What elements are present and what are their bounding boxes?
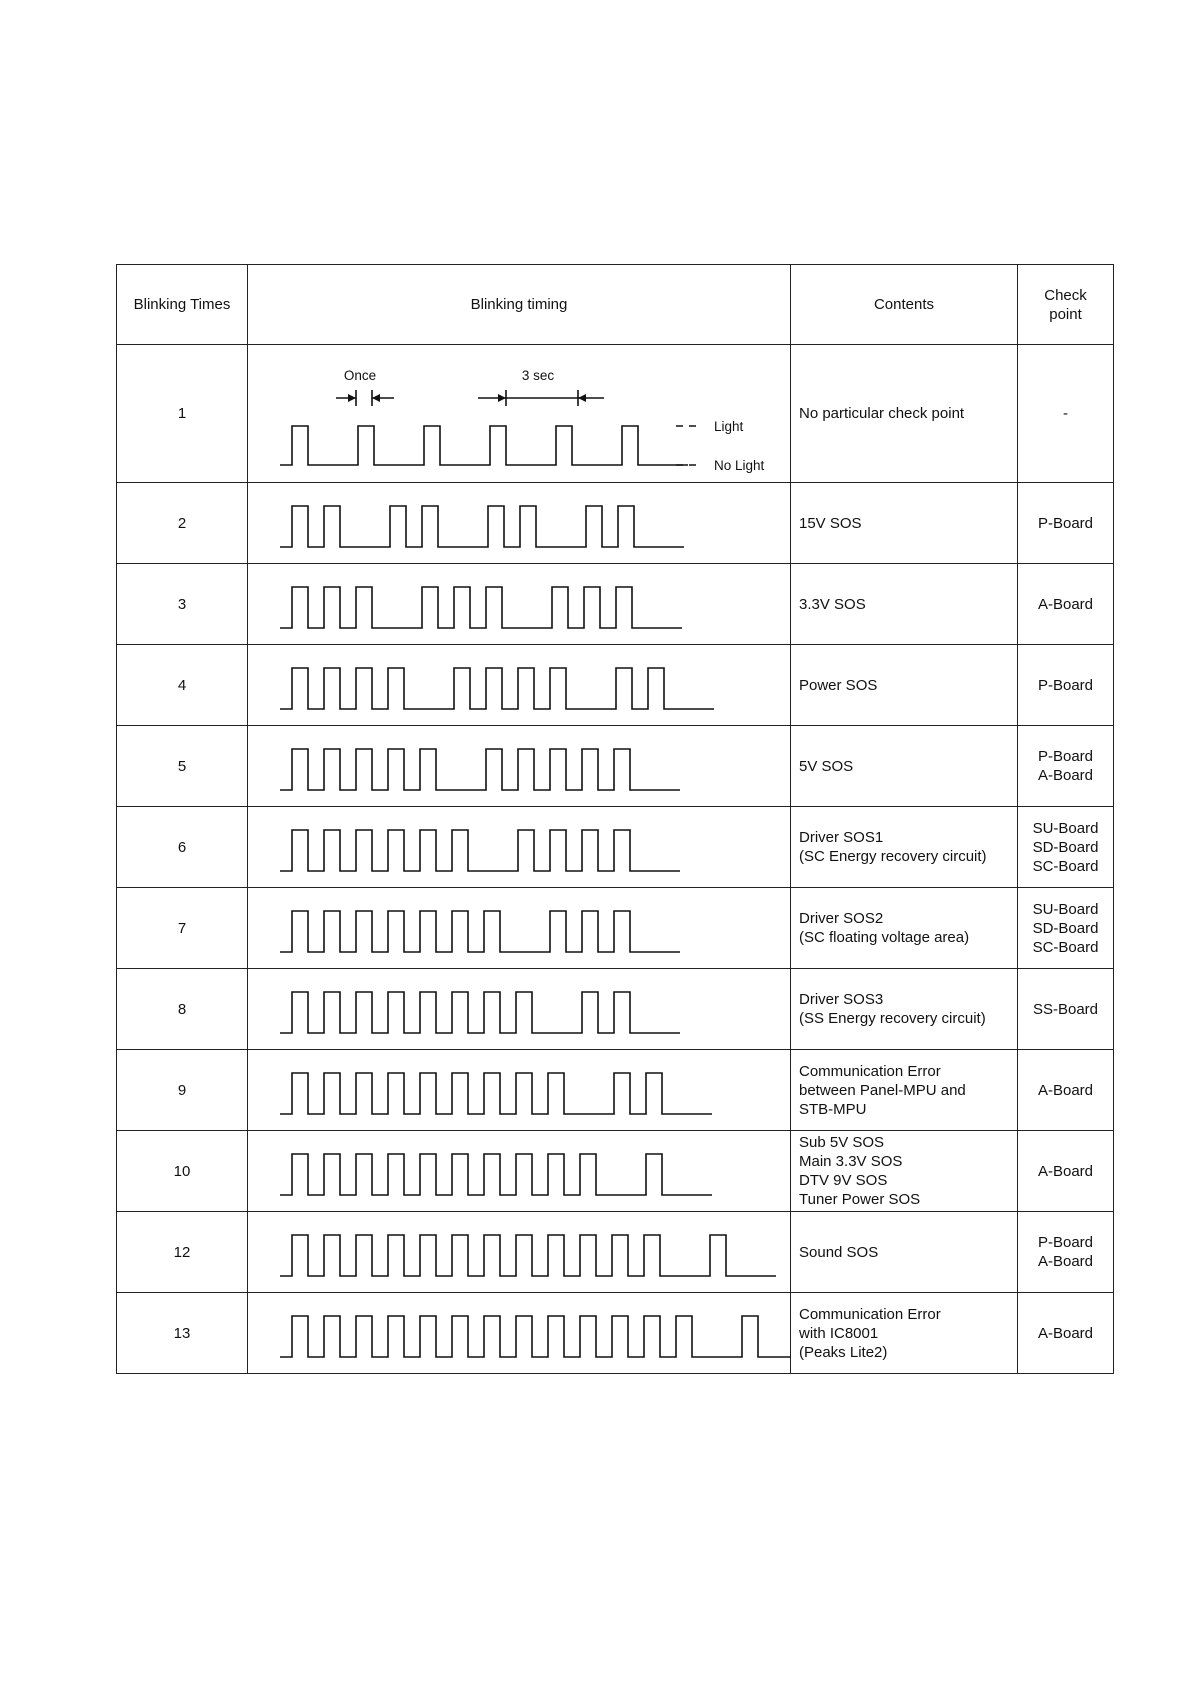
header-contents: Contents (791, 265, 1018, 345)
table-row (117, 888, 1114, 969)
contents-cell: 5V SOS (791, 726, 1018, 807)
three-sec-label: 3 sec (521, 368, 555, 383)
table-row (117, 564, 1114, 645)
blink-pulse-train (280, 992, 680, 1033)
blinking-table (116, 264, 1114, 1374)
waveform-diagram (248, 807, 791, 887)
arrowhead-icon (348, 394, 356, 402)
blinking-timing-cell (248, 969, 791, 1050)
waveform-diagram (248, 564, 791, 644)
blink-pulse-train (280, 911, 680, 952)
blinking-times-cell: 7 (117, 888, 248, 969)
waveform-diagram (248, 1131, 791, 1211)
light-label: Light (714, 419, 744, 434)
header-row (117, 265, 1114, 345)
header-blinking-times: Blinking Times (117, 265, 248, 345)
waveform-diagram (248, 969, 791, 1049)
table-row (117, 483, 1114, 564)
blinking-times-cell: 3 (117, 564, 248, 645)
blinking-timing-cell (248, 807, 791, 888)
check-point-cell: A-Board (1018, 564, 1114, 645)
header-blinking-timing: Blinking timing (248, 265, 791, 345)
contents-cell: Driver SOS3 (SS Energy recovery circuit) (791, 969, 1018, 1050)
header-check-point: Check point (1018, 265, 1114, 345)
blinking-times-cell: 12 (117, 1212, 248, 1293)
table-row (117, 345, 1114, 483)
table-row (117, 645, 1114, 726)
check-point-cell: P-Board (1018, 483, 1114, 564)
blinking-times-cell: 1 (117, 345, 248, 483)
contents-cell: Sound SOS (791, 1212, 1018, 1293)
contents-cell: Communication Error with IC8001 (Peaks Lite2) (791, 1293, 1018, 1374)
waveform-diagram (248, 345, 791, 482)
blink-pulse-train (280, 506, 684, 547)
blinking-timing-cell (248, 564, 791, 645)
table-body (117, 345, 1114, 1374)
table-row (117, 1212, 1114, 1293)
blinking-times-cell: 5 (117, 726, 248, 807)
blinking-times-cell: 2 (117, 483, 248, 564)
blinking-timing-cell (248, 1050, 791, 1131)
contents-cell: 15V SOS (791, 483, 1018, 564)
no-light-label: No Light (714, 458, 765, 473)
check-point-cell: P-Board (1018, 645, 1114, 726)
blink-pulse-train (280, 749, 680, 790)
blink-pulse-train (280, 830, 680, 871)
blinking-times-cell: 9 (117, 1050, 248, 1131)
blinking-times-cell: 10 (117, 1131, 248, 1212)
blink-pulse-train (280, 1073, 712, 1114)
check-point-cell: SS-Board (1018, 969, 1114, 1050)
contents-cell: 3.3V SOS (791, 564, 1018, 645)
waveform-diagram (248, 726, 791, 806)
blinking-timing-cell (248, 1131, 791, 1212)
check-point-cell: A-Board (1018, 1293, 1114, 1374)
table-row (117, 807, 1114, 888)
waveform-diagram (248, 888, 791, 968)
blinking-timing-cell (248, 1212, 791, 1293)
contents-cell: Driver SOS2 (SC floating voltage area) (791, 888, 1018, 969)
table-row (117, 726, 1114, 807)
check-point-cell: A-Board (1018, 1131, 1114, 1212)
check-point-cell: P-Board A-Board (1018, 726, 1114, 807)
contents-cell: No particular check point (791, 345, 1018, 483)
table-row (117, 1293, 1114, 1374)
blinking-timing-cell (248, 726, 791, 807)
contents-cell: Sub 5V SOS Main 3.3V SOS DTV 9V SOS Tuner Power SOS (791, 1131, 1018, 1212)
blinking-times-cell: 4 (117, 645, 248, 726)
contents-cell: Power SOS (791, 645, 1018, 726)
waveform-diagram (248, 1212, 791, 1292)
blink-pulse-train (280, 587, 682, 628)
once-label: Once (343, 368, 377, 383)
check-point-cell: - (1018, 345, 1114, 483)
blink-pulse-train (280, 668, 714, 709)
blink-pulse-train (280, 1316, 791, 1357)
waveform-diagram (248, 1050, 791, 1130)
arrowhead-icon (372, 394, 380, 402)
blink-pulse-train (280, 1154, 712, 1195)
arrowhead-icon (578, 394, 586, 402)
check-point-cell: SU-Board SD-Board SC-Board (1018, 888, 1114, 969)
check-point-cell: SU-Board SD-Board SC-Board (1018, 807, 1114, 888)
blinking-times-cell: 8 (117, 969, 248, 1050)
check-point-cell: P-Board A-Board (1018, 1212, 1114, 1293)
table-row (117, 1131, 1114, 1212)
blinking-timing-cell (248, 645, 791, 726)
blinking-times-cell: 6 (117, 807, 248, 888)
blinking-timing-cell (248, 888, 791, 969)
waveform-diagram (248, 645, 791, 725)
contents-cell: Communication Error between Panel-MPU and STB-MPU (791, 1050, 1018, 1131)
waveform-diagram (248, 483, 791, 563)
contents-cell: Driver SOS1 (SC Energy recovery circuit) (791, 807, 1018, 888)
table-row (117, 1050, 1114, 1131)
blinking-timing-cell (248, 483, 791, 564)
waveform-diagram (248, 1293, 791, 1373)
blinking-timing-cell (248, 1293, 791, 1374)
blinking-timing-cell (248, 345, 791, 483)
table-row (117, 969, 1114, 1050)
check-point-cell: A-Board (1018, 1050, 1114, 1131)
arrowhead-icon (498, 394, 506, 402)
blink-pulse-train (280, 426, 688, 465)
blink-pulse-train (280, 1235, 776, 1276)
blinking-times-cell: 13 (117, 1293, 248, 1374)
